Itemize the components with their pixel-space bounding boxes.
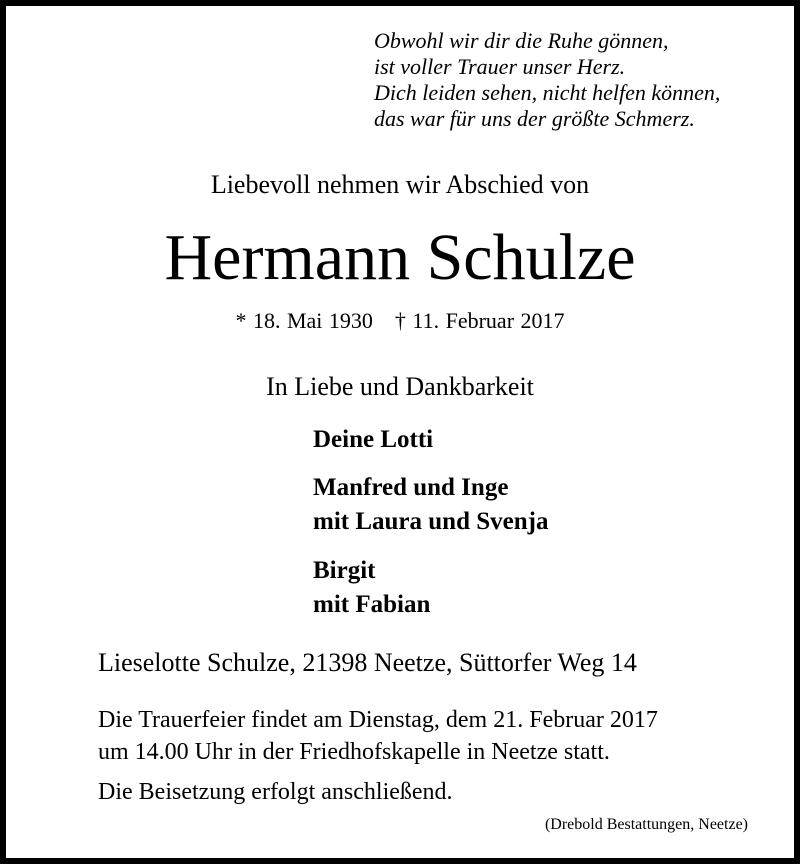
- death-date: † 11. Februar 2017: [394, 308, 565, 333]
- poem: [374, 28, 720, 132]
- intro-text: Liebevoll nehmen wir Abschied von: [210, 170, 590, 199]
- birth-date: * 18. Mai 1930: [235, 308, 373, 333]
- funeral-home-credit: (Drebold Bestattungen, Neetze): [544, 816, 748, 833]
- family-line: Birgit: [313, 557, 376, 584]
- address: Lieselotte Schulze, 21398 Neetze, Süttorfer Weg 14: [98, 648, 637, 677]
- family-group: [313, 471, 548, 539]
- family-line: mit Fabian: [313, 591, 431, 618]
- family-line: Manfred und Inge: [313, 474, 509, 501]
- poem-line: das war für uns der größte Schmerz.: [374, 106, 695, 131]
- poem-line: Obwohl wir dir die Ruhe gönnen,: [374, 28, 669, 53]
- ceremony-line: um 14.00 Uhr in der Friedhofskapelle in Neetze statt.: [98, 739, 610, 765]
- ceremony-info: [98, 704, 658, 768]
- burial-info: Die Beisetzung erfolgt anschließend.: [98, 779, 453, 805]
- dedication: In Liebe und Dankbarkeit: [266, 372, 534, 401]
- life-dates: [0, 308, 800, 334]
- family-line: Deine Lotti: [313, 426, 434, 453]
- poem-line: ist voller Trauer unser Herz.: [374, 54, 626, 79]
- family-group: [313, 423, 433, 457]
- deceased-name: Hermann Schulze: [164, 221, 636, 294]
- poem-line: Dich leiden sehen, nicht helfen können,: [374, 80, 721, 105]
- family-line: mit Laura und Svenja: [313, 508, 549, 535]
- ceremony-line: Die Trauerfeier findet am Dienstag, dem 21. Februar 2017: [98, 707, 658, 733]
- family-group: [313, 554, 430, 622]
